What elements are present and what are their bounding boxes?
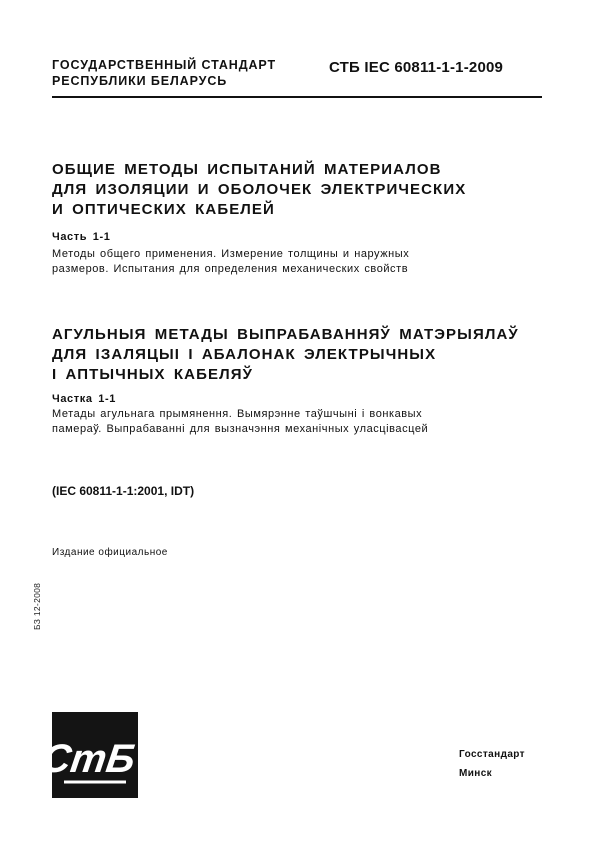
ru-title — [52, 160, 466, 220]
header-divider — [52, 96, 542, 98]
be-title-line-1: АГУЛЬНЫЯ МЕТАДЫ ВЫПРАБАВАННЯЎ МАТЭРЫЯЛАЎ — [52, 326, 519, 343]
ru-subtitle-line-2: размеров. Испытания для определения механических свойств — [52, 263, 409, 275]
ru-subtitle-line-1: Методы общего применения. Измерение толщины и наружных — [52, 248, 410, 260]
be-part-label: Частка 1-1 — [52, 393, 116, 405]
standard-code: СТБ IEC 60811-1-1-2009 — [329, 59, 504, 76]
org-line-2: РЕСПУБЛИКИ БЕЛАРУСЬ — [52, 74, 228, 88]
be-subtitle-line-1: Метады агульнага прымянення. Вымярэнне таўшчыні і вонкавых — [52, 408, 423, 420]
ru-part-label: Часть 1-1 — [52, 231, 111, 243]
be-subtitle-line-2: памераў. Выпрабаванні для вызначэння механічных уласцівасцей — [52, 423, 429, 435]
iec-reference: (IEC 60811-1-1:2001, IDT) — [52, 484, 195, 498]
edition-note: Издание официальное — [52, 547, 168, 558]
ru-title-line-2: ДЛЯ ИЗОЛЯЦИИ И ОБОЛОЧЕК ЭЛЕКТРИЧЕСКИХ — [52, 181, 467, 198]
be-title-line-2: ДЛЯ ІЗАЛЯЦЫІ І АБАЛОНАК ЭЛЕКТРЫЧНЫХ — [52, 346, 437, 363]
org-line-1: ГОСУДАРСТВЕННЫЙ СТАНДАРТ — [52, 58, 277, 72]
side-code: БЗ 12-2008 — [32, 582, 42, 630]
publisher-city: Минск — [459, 768, 493, 779]
ru-title-line-3: И ОПТИЧЕСКИХ КАБЕЛЕЙ — [52, 201, 275, 218]
issuing-organization — [52, 57, 276, 89]
stb-logo-icon — [38, 712, 138, 798]
stb-logo-graphic — [38, 712, 138, 798]
publisher-name: Госстандарт — [459, 749, 525, 760]
ru-title-line-1: ОБЩИЕ МЕТОДЫ ИСПЫТАНИЙ МАТЕРИАЛОВ — [52, 161, 442, 178]
logo-text: СтБ — [38, 736, 138, 781]
be-title — [52, 325, 519, 385]
ru-subtitle — [52, 247, 409, 277]
be-title-line-3: І АПТЫЧНЫХ КАБЕЛЯЎ — [52, 366, 254, 383]
be-subtitle — [52, 407, 428, 437]
